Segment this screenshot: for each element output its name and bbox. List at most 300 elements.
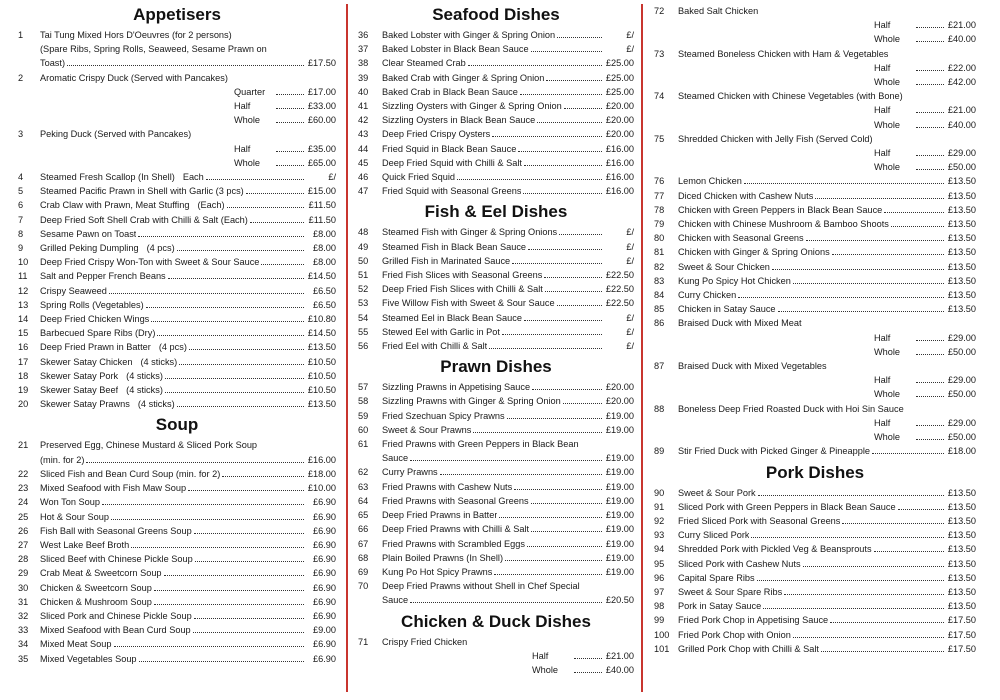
menu-item-row [654,542,976,556]
item-price: £/ [626,30,634,40]
item-number: 3 [18,129,24,140]
menu-item [18,467,336,481]
item-number: 68 [358,552,369,563]
item-number: 54 [358,312,369,323]
item-price: £6.90 [313,539,336,550]
portion-label: Quarter [234,86,266,97]
menu-item-row [18,566,336,580]
item-number: 83 [654,275,665,286]
item-price: £18.00 [947,446,976,457]
item-name: Fried Eel with Chilli & Salt [382,341,488,352]
menu-item-row [654,528,976,542]
portion-price: £40.00 [605,664,634,675]
menu-item-row [654,500,976,514]
item-number: 101 [654,643,670,654]
menu-item [18,581,336,595]
menu-item [18,438,336,466]
item-name: Crispy Fried Chicken [382,636,468,647]
item-number: 84 [654,290,665,301]
dot-leader [793,637,944,638]
item-name: Baked Lobster with Ginger & Spring Onion [382,30,556,40]
item-price: £6.90 [313,525,336,536]
dot-leader [520,94,602,95]
portion-label: Half [874,105,891,116]
menu-item-continuation [358,451,634,465]
item-price: £22.50 [605,270,634,281]
item-name: Mixed Meat Soup [40,639,112,650]
menu-item-row [18,495,336,509]
dot-leader [557,305,602,306]
item-portion: (4 sticks) [140,356,178,367]
item-name: Crispy Seaweed [40,285,107,296]
dot-leader [518,151,602,152]
item-name: Baked Lobster in Black Bean Sauce [382,44,529,55]
portion-label: Whole [874,432,901,443]
menu-item [654,528,976,542]
dot-leader [532,389,602,390]
dot-leader [165,378,304,379]
item-price: £6.90 [313,511,336,522]
item-number: 14 [18,314,29,325]
item-price: £6.50 [313,299,336,310]
menu-item-row [358,127,634,141]
item-number: 31 [18,596,29,607]
item-number: 27 [18,539,29,550]
item-name: Steamed Pacific Prawn in Shell with Garlic (3 pcs) [40,186,244,197]
menu-item [358,184,634,198]
portion-label: Whole [874,346,901,357]
item-name: Skewer Satay Prawns [40,399,130,410]
dot-leader [151,321,304,322]
item-price: £19.00 [605,495,634,506]
item-name: Barbecued Spare Ribs (Dry) [40,328,156,339]
menu-item [654,571,976,585]
item-number: 66 [358,524,369,535]
item-price: £13.50 [947,290,976,301]
column-divider [641,4,643,692]
column-divider [346,4,348,692]
item-number: 21 [18,440,29,451]
menu-item-row [654,628,976,642]
item-price: £13.50 [947,219,976,230]
item-price: £/ [328,172,336,183]
item-price: £6.90 [313,596,336,607]
dot-leader [489,348,602,349]
portion-price: £42.00 [947,77,976,88]
item-price: £20.00 [605,115,634,126]
item-price: £19.00 [605,481,634,492]
item-portion: Each [182,172,204,183]
item-number: 22 [18,468,29,479]
item-price: £10.50 [307,370,336,381]
item-name: Fried Prawns with Seasonal Greens [382,495,529,506]
item-name: Curry Chicken [678,290,737,301]
dot-leader [261,264,304,265]
dot-leader [189,349,304,350]
item-number: 4 [18,172,24,183]
menu-item [358,240,634,254]
menu-item [358,311,634,325]
item-price: £20.00 [605,101,634,112]
item-name: Deep Fried Prawns without Shell in Chef Special [382,581,580,592]
menu-item [18,127,336,170]
dot-leader [222,476,304,477]
menu-item-row [654,302,976,316]
item-price: £16.00 [605,172,634,183]
item-price: £17.50 [947,643,976,654]
item-price: £20.50 [605,595,634,606]
section-heading: Seafood Dishes [432,5,560,24]
item-price: £13.50 [947,233,976,244]
item-name: Steamed Fresh Scallop (In Shell) [40,172,175,183]
dot-leader [468,65,602,66]
menu-item [18,255,336,269]
item-number: 60 [358,424,369,435]
menu-item [18,524,336,538]
item-price: £8.00 [313,257,336,268]
item-name: Baked Salt Chicken [678,6,759,16]
section-gap [18,666,336,669]
menu-item-row [358,71,634,85]
menu-item-row [654,288,976,302]
item-portion: (4 pcs) [146,243,175,254]
dot-leader [821,651,944,652]
item-number: 86 [654,318,665,329]
portion-row [654,18,976,32]
dot-leader [772,269,944,270]
dot-leader [194,618,304,619]
item-name: Stewed Eel with Garlic in Pot [382,326,500,337]
item-price: £10.00 [307,483,336,494]
menu-item-row [358,156,634,170]
menu-item-row [358,113,634,127]
menu-item [358,156,634,170]
menu-item-row [358,28,634,42]
dot-leader [527,546,602,547]
item-name: Chicken with Chinese Mushroom & Bamboo Shoots [678,219,889,230]
dot-leader [206,179,304,180]
section-gap [654,656,976,659]
item-number: 44 [358,143,369,154]
item-name: Sweet & Sour Chicken [678,261,770,272]
item-name: Sauce [382,453,409,464]
item-number: 80 [654,233,665,244]
item-price: £22.50 [605,284,634,295]
portion-label: Whole [874,34,901,45]
portion-price: £35.00 [307,143,336,154]
dot-leader [168,278,304,279]
dot-leader [751,537,944,538]
portion-label: Half [874,20,891,31]
dot-leader [916,112,944,113]
menu-item [358,127,634,141]
portion-row [358,663,634,677]
dot-leader [524,165,602,166]
item-price: £13.50 [947,204,976,215]
item-name: Five Willow Fish with Sweet & Sour Sauce [382,298,555,309]
dot-leader [276,94,304,95]
portion-row [18,85,336,99]
item-price: £10.50 [307,356,336,367]
item-price: £19.00 [605,467,634,478]
portion-price: £29.00 [947,148,976,159]
item-number: 82 [654,261,665,272]
portion-label: Half [234,101,251,112]
dot-leader [146,307,304,308]
menu-item [18,269,336,283]
dot-leader [916,382,944,383]
item-name: Mixed Vegetables Soup [40,653,137,664]
menu-item-row [358,508,634,522]
item-name: Tai Tung Mixed Hors D'Oeuvres (for 2 persons) [40,30,232,40]
dot-leader [177,406,304,407]
item-name: Chicken & Sweetcorn Soup [40,582,152,593]
menu-item-row [358,254,634,268]
menu-item [654,402,976,445]
item-name: Deep Fried Crispy Won-Ton with Sweet & Sour Sauce [40,257,260,268]
menu-item-row [18,438,336,452]
menu-item-row [654,189,976,203]
item-name: Fish Ball with Seasonal Greens Soup [40,525,192,536]
item-number: 19 [18,385,29,396]
item-name: Sauce [382,595,409,606]
item-price: £8.00 [313,243,336,254]
item-price: £10.50 [307,385,336,396]
menu-item [358,99,634,113]
menu-item [18,170,336,184]
menu-item-row [18,255,336,269]
item-price: £/ [626,44,634,55]
portion-row [654,118,976,132]
item-number: 16 [18,342,29,353]
item-price: £17.50 [947,615,976,626]
item-name: Kung Po Hot Spicy Prawns [382,566,493,577]
item-number: 40 [358,86,369,97]
menu-column-3 [654,4,976,659]
item-price: £16.00 [605,157,634,168]
item-name: Steamed Fish with Ginger & Spring Onions [382,227,558,238]
item-number: 24 [18,497,29,508]
item-price: £6.90 [313,639,336,650]
dot-leader [512,263,602,264]
portion-row [18,113,336,127]
portion-price: £29.00 [947,332,976,343]
item-name: Baked Crab with Ginger & Spring Onion [382,72,545,83]
menu-item [358,56,634,70]
item-number: 39 [358,72,369,83]
item-number: 1 [18,30,24,40]
item-name: Fried Pork Chop with Onion [678,629,791,640]
menu-item-row [18,581,336,595]
menu-item [358,225,634,239]
portion-label: Whole [234,157,261,168]
portion-row [654,416,976,430]
dot-leader [523,193,602,194]
menu-item [358,170,634,184]
item-price: £6.90 [313,653,336,664]
item-number: 88 [654,403,665,414]
item-name: Sliced Fish and Bean Curd Soup (min. for 2) [40,468,221,479]
item-price: £13.50 [947,261,976,272]
item-price: £8.00 [313,228,336,239]
item-price: £13.50 [947,487,976,498]
menu-item [358,380,634,394]
menu-item-row [358,635,634,649]
dot-leader [531,51,602,52]
dot-leader [874,551,944,552]
dot-leader [830,622,944,623]
item-name: Fried Prawns with Green Peppers in Black Bean [382,439,579,450]
item-number: 15 [18,328,29,339]
item-name: Grilled Peking Dumpling [40,243,139,254]
dot-leader [440,474,602,475]
dot-leader [102,504,304,505]
dot-leader [524,320,602,321]
item-portion: (Each) [197,200,225,211]
menu-item-continuation [358,593,634,607]
portion-row [18,156,336,170]
dot-leader [410,602,602,603]
dot-leader [276,165,304,166]
item-price: £13.50 [947,601,976,612]
portion-row [654,75,976,89]
item-name: Sliced Pork with Green Peppers in Black Bean Sauce [678,501,896,512]
item-name: Skewer Satay Beef [40,385,119,396]
item-price: £20.00 [605,129,634,140]
menu-item [654,274,976,288]
dot-leader [492,136,602,137]
menu-item-row [18,71,336,85]
item-number: 53 [358,298,369,309]
dot-leader [758,495,944,496]
item-number: 18 [18,370,29,381]
item-price: £13.50 [947,247,976,258]
section-gap [358,677,634,680]
item-name: Sweet & Sour Spare Ribs [678,586,783,597]
item-price: £13.50 [947,275,976,286]
menu-item-row [358,296,634,310]
item-number: 100 [654,629,670,640]
dot-leader [457,179,602,180]
menu-item [358,494,634,508]
item-name: Mixed Seafood with Fish Maw Soup [40,483,187,494]
item-name: Steamed Fish in Black Bean Sauce [382,241,527,252]
dot-leader [793,283,944,284]
item-name: Preserved Egg, Chinese Mustard & Sliced Pork Soup [40,440,258,451]
item-number: 62 [358,467,369,478]
menu-item [654,4,976,47]
menu-item [654,514,976,528]
item-number: 89 [654,446,665,457]
menu-item-row [18,524,336,538]
item-price: £13.50 [947,544,976,555]
portion-label: Half [874,148,891,159]
menu-item [654,613,976,627]
menu-item [18,566,336,580]
menu-item [18,213,336,227]
item-number: 23 [18,483,29,494]
menu-item-row [654,359,976,373]
item-number: 10 [18,257,29,268]
menu-item [358,42,634,56]
item-price: £19.00 [605,424,634,435]
item-number: 72 [654,6,665,16]
item-name: Won Ton Soup [40,497,100,508]
dot-leader [111,519,304,520]
item-price: £19.00 [605,552,634,563]
dot-leader [194,533,304,534]
menu-item [18,227,336,241]
item-portion: (4 pcs) [158,342,187,353]
item-name: Fried Pork Chop in Appetising Sauce [678,615,829,626]
item-name: Baked Crab in Black Bean Sauce [382,86,518,97]
menu-item-row [18,652,336,666]
portion-price: £33.00 [307,101,336,112]
menu-item-row [654,599,976,613]
section-heading: Chicken & Duck Dishes [401,611,591,631]
portion-row [18,99,336,113]
dot-leader [815,198,944,199]
item-price: £19.00 [605,453,634,464]
portion-price: £50.00 [947,432,976,443]
menu-item-row [358,311,634,325]
item-number: 20 [18,399,29,410]
dot-leader [276,108,304,109]
item-price: £20.00 [605,396,634,407]
item-number: 71 [358,636,369,647]
menu-item-row [358,225,634,239]
portion-price: £21.00 [947,105,976,116]
menu-item-row [358,184,634,198]
item-number: 52 [358,284,369,295]
item-price: £/ [626,241,634,252]
dot-leader [546,80,602,81]
item-number: 99 [654,615,665,626]
item-name: Chicken & Mushroom Soup [40,596,152,607]
menu-item-row [654,486,976,500]
portion-row [18,142,336,156]
dot-leader [803,566,944,567]
portion-row [654,345,976,359]
menu-item [18,241,336,255]
menu-item-row [358,537,634,551]
item-price: £17.50 [307,58,336,69]
dot-leader [916,439,944,440]
item-number: 50 [358,255,369,266]
item-price: £13.50 [947,190,976,201]
dot-leader [872,453,944,454]
dot-leader [738,297,944,298]
portion-row [654,373,976,387]
menu-item-row [358,480,634,494]
item-number: 43 [358,129,369,140]
portion-price: £21.00 [605,650,634,661]
menu-item [654,542,976,556]
item-number: 63 [358,481,369,492]
item-number: 91 [654,501,665,512]
menu-item-row [358,494,634,508]
portion-price: £21.00 [947,20,976,31]
item-name: Skewer Satay Chicken [40,356,133,367]
item-name: Sweet & Sour Pork [678,487,756,498]
item-number: 45 [358,157,369,168]
dot-leader [557,37,602,38]
item-price: £6.90 [313,554,336,565]
dot-leader [505,560,602,561]
menu-item-row [654,557,976,571]
dot-leader [410,460,602,461]
menu-item-row [654,4,976,18]
